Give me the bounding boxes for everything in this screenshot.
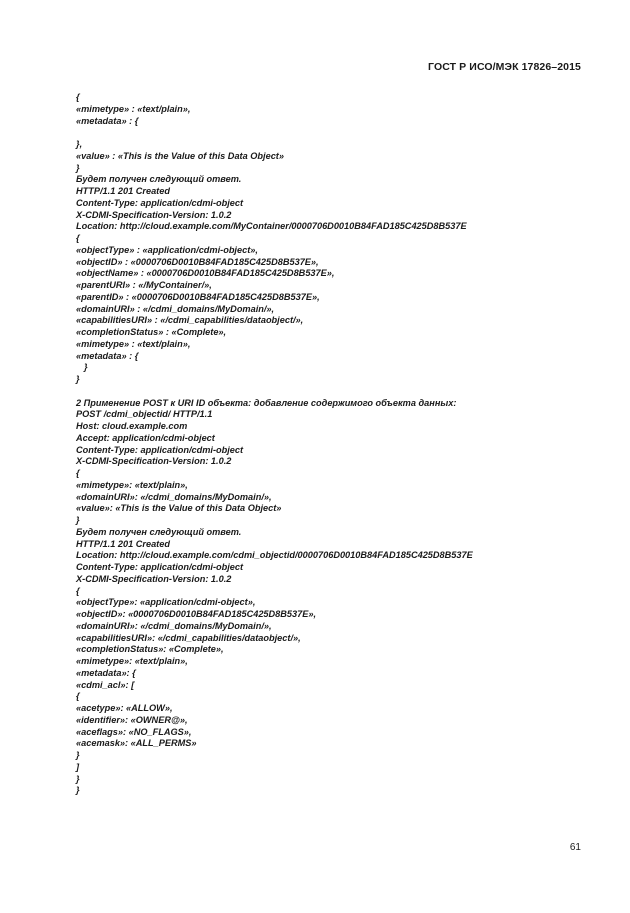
code-line: HTTP/1.1 201 Created bbox=[76, 186, 170, 196]
code-line: «objectID»: «0000706D0010B84FAD185C425D8B537E», bbox=[76, 609, 317, 619]
code-line: Content-Type: application/cdmi-object bbox=[76, 562, 244, 572]
code-line: «value»: «This is the Value of this Data Object» bbox=[76, 503, 282, 514]
code-line: «aceflags»: «NO_FLAGS», bbox=[76, 726, 192, 737]
code-line: } bbox=[76, 773, 80, 784]
code-line: } bbox=[76, 515, 80, 525]
code-line: Accept: application/cdmi-object bbox=[76, 432, 215, 443]
code-line: «domainURI»: «/cdmi_domains/MyDomain/», bbox=[76, 620, 272, 631]
document-header: ГОСТ Р ИСО/МЭК 17826–2015 bbox=[428, 61, 581, 73]
code-line: X-CDMI-Specification-Version: 1.0.2 bbox=[76, 573, 232, 584]
code-line: }, bbox=[76, 139, 83, 149]
code-line: «capabilitiesURI»: «/cdmi_capabilities/dataobject/», bbox=[76, 632, 301, 643]
code-line: } bbox=[76, 785, 80, 796]
code-line: POST /cdmi_objectid/ HTTP/1.1 bbox=[76, 409, 213, 420]
code-line: «mimetype» : «text/plain», bbox=[76, 103, 191, 114]
code-line: «mimetype» : «text/plain», bbox=[76, 338, 191, 349]
code-line: «objectType» : «application/cdmi-object», bbox=[76, 244, 258, 255]
code-line: «parentURI» : «/MyContainer/», bbox=[76, 280, 212, 290]
code-line: Content-Type: application/cdmi-object bbox=[76, 444, 244, 455]
code-line: X-CDMI-Specification-Version: 1.0.2 bbox=[76, 209, 232, 220]
code-line: «mimetype»: «text/plain», bbox=[76, 479, 188, 490]
code-line: { bbox=[76, 233, 80, 243]
code-line: Location: http://cloud.example.com/cdmi_objectid/0000706D0010B84FAD185C425D8B537E bbox=[76, 550, 473, 561]
code-line: «objectType»: «application/cdmi-object», bbox=[76, 597, 256, 608]
response-intro: Будет получен следующий ответ. bbox=[76, 526, 242, 537]
blank-line bbox=[76, 386, 600, 398]
code-line: «capabilitiesURI» : «/cdmi_capabilities/dataobject/», bbox=[76, 315, 304, 326]
code-line: «domainURI» : «/cdmi_domains/MyDomain/», bbox=[76, 303, 275, 314]
code-line: «metadata» : { bbox=[76, 115, 139, 126]
code-line: HTTP/1.1 201 Created bbox=[76, 538, 170, 549]
code-line: «cdmi_acl»: [ bbox=[76, 679, 135, 690]
code-line: «completionStatus»: «Complete», bbox=[76, 644, 224, 655]
code-line: ] bbox=[76, 761, 80, 772]
code-line: } bbox=[76, 374, 80, 384]
code-line: «parentID» : «0000706D0010B84FAD185C425D8B537E», bbox=[76, 291, 320, 302]
code-line: «domainURI»: «/cdmi_domains/MyDomain/», bbox=[76, 491, 272, 502]
code-line: «metadata»: { bbox=[76, 667, 136, 678]
code-line: «mimetype»: «text/plain», bbox=[76, 656, 188, 666]
response-intro: Будет получен следующий ответ. bbox=[76, 174, 242, 185]
code-line: «completionStatus» : «Complete», bbox=[76, 327, 227, 337]
section-heading: 2 Применение POST к URI ID объекта: добавление содержимого объекта данных: bbox=[76, 397, 457, 408]
code-line: Host: cloud.example.com bbox=[76, 421, 188, 431]
code-line: «acetype»: «ALLOW», bbox=[76, 703, 173, 713]
document-body bbox=[76, 92, 600, 797]
code-line: { bbox=[76, 468, 80, 478]
code-line: Content-Type: application/cdmi-object bbox=[76, 197, 244, 208]
code-line: «value» : «This is the Value of this Data Object» bbox=[76, 150, 284, 161]
code-line: «identifier»: «OWNER@», bbox=[76, 714, 188, 725]
code-line: «acemask»: «ALL_PERMS» bbox=[76, 738, 197, 749]
code-line: Location: http://cloud.example.com/MyContainer/0000706D0010B84FAD185C425D8B537E bbox=[76, 221, 467, 232]
blank-line bbox=[76, 127, 600, 139]
code-line: { bbox=[76, 92, 80, 102]
code-line: «objectName» : «0000706D0010B84FAD185C425D8B537E», bbox=[76, 268, 335, 279]
code-line: } bbox=[84, 362, 88, 373]
code-line: «objectID» : «0000706D0010B84FAD185C425D8B537E», bbox=[76, 256, 319, 267]
code-line: X-CDMI-Specification-Version: 1.0.2 bbox=[76, 456, 232, 467]
code-line: } bbox=[76, 750, 80, 760]
code-line: «metadata» : { bbox=[76, 350, 139, 361]
code-line: } bbox=[76, 162, 80, 173]
code-line: { bbox=[76, 585, 80, 596]
page-number: 61 bbox=[569, 842, 581, 853]
code-line: { bbox=[76, 691, 80, 702]
